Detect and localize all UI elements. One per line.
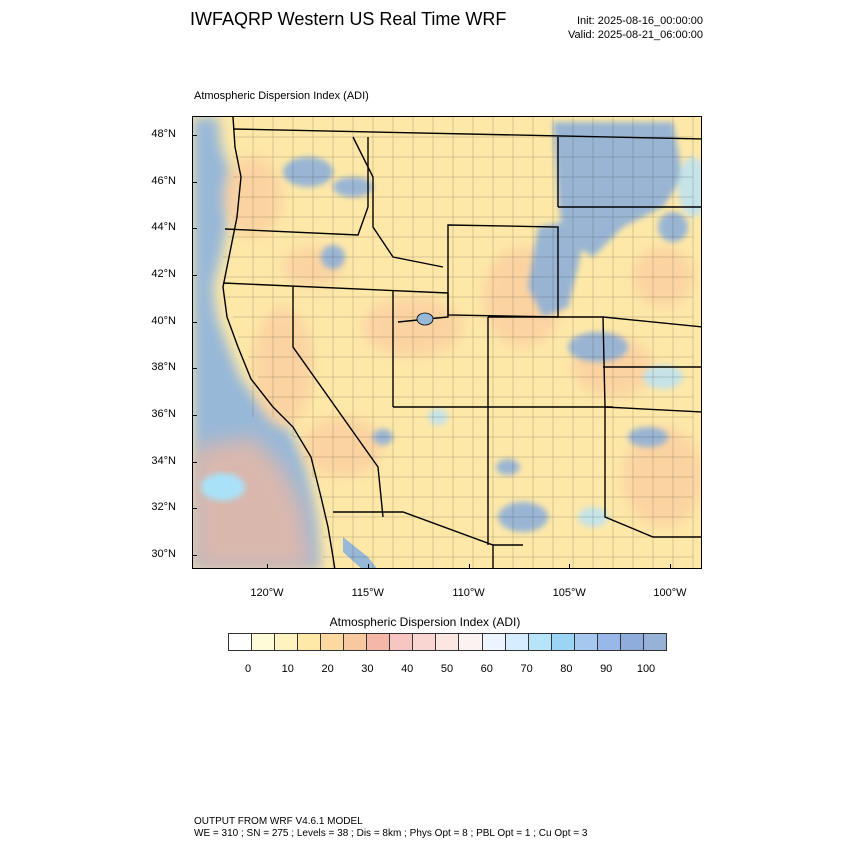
model-info bbox=[194, 816, 587, 840]
colorbar-swatch bbox=[344, 634, 367, 650]
latitude-label: 40°N bbox=[151, 314, 176, 327]
colorbar-label: 30 bbox=[361, 663, 374, 675]
colorbar-swatch bbox=[644, 634, 666, 650]
latitude-label: 36°N bbox=[151, 408, 176, 420]
colorbar bbox=[228, 633, 667, 651]
map-panel bbox=[192, 116, 702, 569]
longitude-label: 120°W bbox=[250, 587, 284, 599]
colorbar-swatch bbox=[506, 634, 529, 650]
longitude-label: 105°W bbox=[552, 587, 586, 599]
longitude-label: 115°W bbox=[351, 587, 384, 599]
model-config: WE = 310 ; SN = 275 ; Levels = 38 ; Dis = 8km ; Phys Opt = 8 ; PBL Opt = 1 ; Cu Opt = 3 bbox=[194, 828, 588, 839]
latitude-label: 38°N bbox=[151, 361, 176, 374]
colorbar-label: 20 bbox=[321, 663, 334, 675]
longitude-label: 100°W bbox=[653, 587, 687, 599]
colorbar-swatch bbox=[252, 634, 275, 650]
latitude-tick bbox=[192, 462, 197, 463]
colorbar-swatch bbox=[367, 634, 390, 650]
colorbar-title: Atmospheric Dispersion Index (ADI) bbox=[329, 615, 521, 629]
colorbar-label: 60 bbox=[480, 663, 493, 675]
colorbar-swatch bbox=[483, 634, 506, 650]
init-time: Init: 2025-08-16_00:00:00 bbox=[577, 15, 703, 27]
latitude-label: 30°N bbox=[151, 548, 176, 560]
latitude-tick bbox=[192, 415, 197, 416]
colorbar-swatch bbox=[413, 634, 436, 650]
colorbar-swatch bbox=[229, 634, 252, 650]
colorbar-label: 90 bbox=[600, 663, 613, 675]
field-title: Atmospheric Dispersion Index (ADI) bbox=[194, 90, 369, 102]
colorbar-swatch bbox=[575, 634, 598, 650]
colorbar-swatch bbox=[275, 634, 298, 650]
latitude-label: 34°N bbox=[151, 454, 176, 467]
offshore-cell bbox=[201, 473, 245, 501]
colorbar-swatch bbox=[436, 634, 459, 650]
timestamp-block bbox=[568, 14, 703, 42]
latitude-label: 32°N bbox=[151, 501, 176, 514]
map-canvas bbox=[193, 117, 702, 569]
colorbar-swatch bbox=[459, 634, 482, 650]
colorbar-swatch bbox=[390, 634, 413, 650]
great-salt-lake bbox=[417, 313, 433, 325]
latitude-label: 46°N bbox=[151, 174, 176, 187]
colorbar-label: 50 bbox=[440, 663, 454, 675]
latitude-tick bbox=[192, 368, 197, 369]
colorbar-swatch bbox=[529, 634, 552, 650]
latitude-tick bbox=[192, 508, 197, 509]
colorbar-swatch bbox=[621, 634, 644, 650]
page-title: IWFAQRP Western US Real Time WRF bbox=[190, 9, 507, 29]
longitude-tick bbox=[368, 564, 369, 569]
latitude-tick bbox=[192, 555, 197, 556]
latitude-label: 42°N bbox=[151, 268, 176, 280]
colorbar-label: 70 bbox=[520, 663, 533, 675]
longitude-tick bbox=[267, 564, 268, 569]
colorbar-swatch bbox=[598, 634, 621, 650]
latitude-tick bbox=[192, 275, 197, 276]
latitude-tick bbox=[192, 182, 197, 183]
colorbar-label: 100 bbox=[636, 663, 656, 675]
longitude-label: 110°W bbox=[452, 587, 485, 599]
longitude-tick bbox=[469, 564, 470, 569]
latitude-tick bbox=[192, 135, 197, 136]
colorbar-swatch bbox=[552, 634, 575, 650]
longitude-tick bbox=[670, 564, 671, 569]
latitude-label: 48°N bbox=[151, 128, 176, 140]
latitude-label: 44°N bbox=[151, 221, 176, 234]
colorbar-label: 80 bbox=[560, 663, 573, 675]
latitude-tick bbox=[192, 228, 197, 229]
colorbar-label: 10 bbox=[281, 663, 294, 675]
latitude-tick bbox=[192, 322, 197, 323]
colorbar-swatch bbox=[321, 634, 344, 650]
colorbar-label: 0 bbox=[244, 663, 252, 675]
longitude-tick bbox=[569, 564, 570, 569]
colorbar-label: 40 bbox=[401, 663, 414, 675]
model-version: OUTPUT FROM WRF V4.6.1 MODEL bbox=[194, 816, 363, 827]
colorbar-swatch bbox=[298, 634, 321, 650]
valid-time: Valid: 2025-08-21_06:00:00 bbox=[568, 29, 703, 41]
